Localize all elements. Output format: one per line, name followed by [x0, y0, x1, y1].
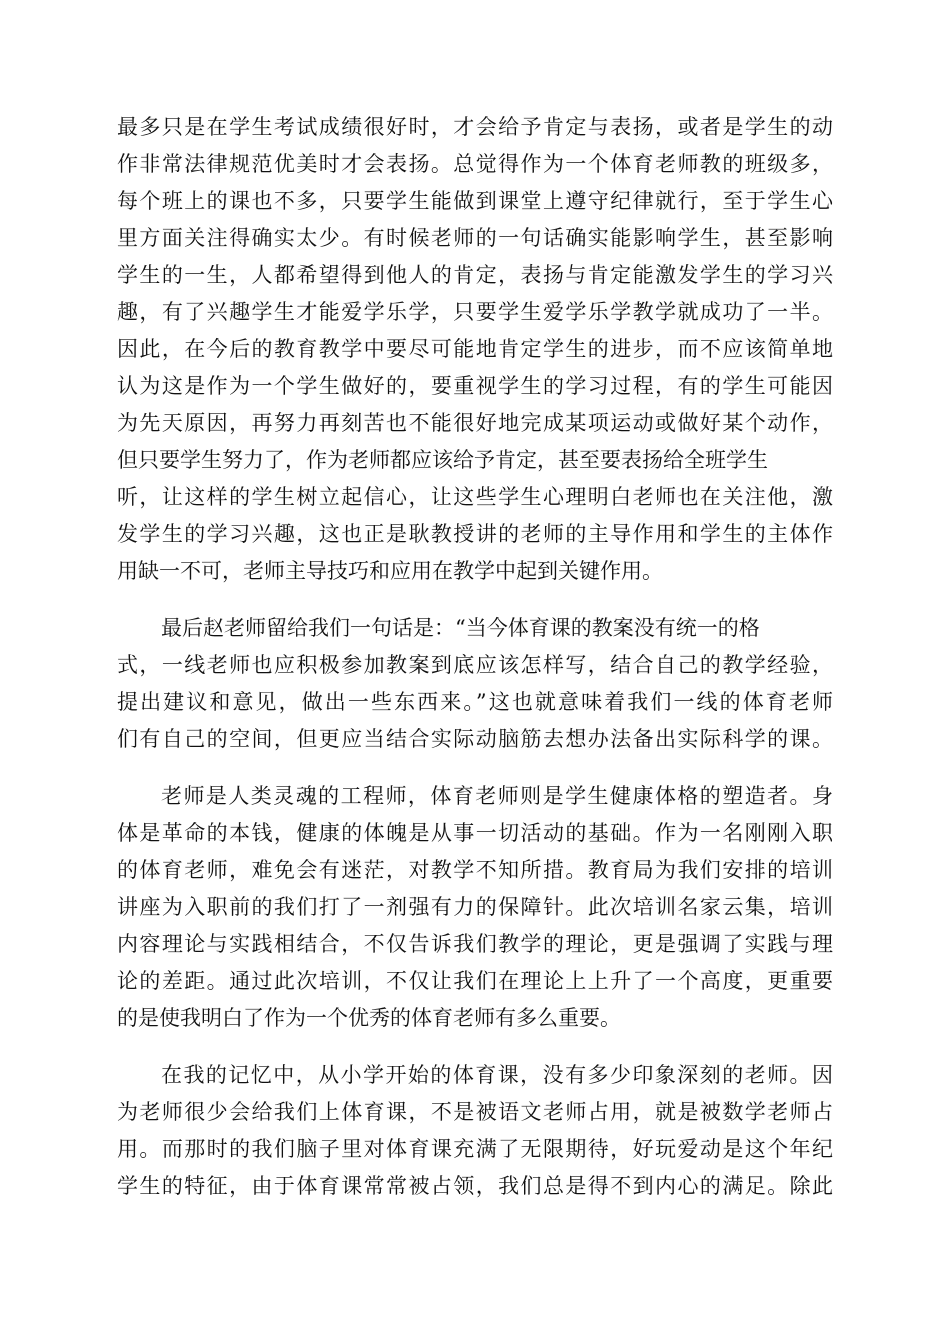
text-line: 但只要学生努力了，作为老师都应该给予肯定，甚至要表扬给全班学生	[117, 448, 768, 472]
text-line: 讲座为入职前的我们打了一剂强有力的保障针。此次培训名家云集，培训	[117, 895, 833, 919]
text-line: 为老师很少会给我们上体育课，不是被语文老师占用，就是被数学老师占	[117, 1100, 833, 1124]
text-line: 提出建议和意见，做出一些东西来。”这也就意味着我们一线的体育老师	[117, 690, 833, 714]
text-line: 学生的一生，人都希望得到他人的肯定，表扬与肯定能激发学生的学习兴	[117, 263, 833, 287]
text-line: 体是革命的本钱，健康的体魄是从事一切活动的基础。作为一名刚刚入职	[117, 821, 833, 845]
text-line: 听，让这样的学生树立起信心，让这些学生心理明白老师也在关注他，激	[117, 485, 833, 509]
text-line: 在我的记忆中，从小学开始的体育课，没有多少印象深刻的老师。因	[161, 1063, 833, 1087]
text-line: 每个班上的课也不多，只要学生能做到课堂上遵守纪律就行，至于学生心	[117, 189, 833, 213]
paragraph-1	[117, 109, 833, 590]
text-line: 因此，在今后的教育教学中要尽可能地肯定学生的进步，而不应该简单地	[117, 337, 833, 361]
text-line: 的体育老师，难免会有迷茫，对教学不知所措。教育局为我们安排的培训	[117, 858, 833, 882]
text-line: 论的差距。通过此次培训，不仅让我们在理论上上升了一个高度，更重要	[117, 969, 833, 993]
text-line: 趣，有了兴趣学生才能爱学乐学，只要学生爱学乐学教学就成功了一半。	[117, 300, 833, 324]
text-line: 里方面关注得确实太少。有时候老师的一句话确实能影响学生，甚至影响	[117, 226, 833, 250]
paragraph-gap	[117, 590, 833, 610]
text-line: 用缺一不可，老师主导技巧和应用在教学中起到关键作用。	[117, 559, 663, 583]
text-line: 最多只是在学生考试成绩很好时，才会给予肯定与表扬，或者是学生的动	[117, 115, 833, 139]
text-line: 学生的特征，由于体育课常常被占领，我们总是得不到内心的满足。除此	[117, 1174, 833, 1198]
text-line: 认为这是作为一个学生做好的，要重视学生的学习过程，有的学生可能因	[117, 374, 833, 398]
text-line: 用。而那时的我们脑子里对体育课充满了无限期待，好玩爱动是这个年纪	[117, 1137, 833, 1161]
document-body	[117, 109, 833, 1205]
text-line: 内容理论与实践相结合，不仅告诉我们教学的理论，更是强调了实践与理	[117, 932, 833, 956]
paragraph-gap	[117, 1037, 833, 1057]
text-line: 作非常法律规范优美时才会表扬。总觉得作为一个体育老师教的班级多，	[117, 152, 833, 176]
paragraph-4	[117, 1057, 833, 1205]
paragraph-gap	[117, 758, 833, 778]
text-line: 最后赵老师留给我们一句话是：“当今体育课的教案没有统一的格	[161, 616, 760, 640]
text-line: 们有自己的空间，但更应当结合实际动脑筋去想办法备出实际科学的课。	[117, 727, 833, 751]
text-line: 为先天原因，再努力再刻苦也不能很好地完成某项运动或做好某个动作，	[117, 411, 833, 435]
text-line: 式，一线老师也应积极参加教案到底应该怎样写，结合自己的教学经验，	[117, 653, 833, 677]
text-line: 发学生的学习兴趣，这也正是耿教授讲的老师的主导作用和学生的主体作	[117, 522, 833, 546]
paragraph-3	[117, 778, 833, 1037]
text-line: 的是使我明白了作为一个优秀的体育老师有多么重要。	[117, 1006, 621, 1030]
paragraph-2	[117, 610, 833, 758]
text-line: 老师是人类灵魂的工程师，体育老师则是学生健康体格的塑造者。身	[161, 784, 833, 808]
